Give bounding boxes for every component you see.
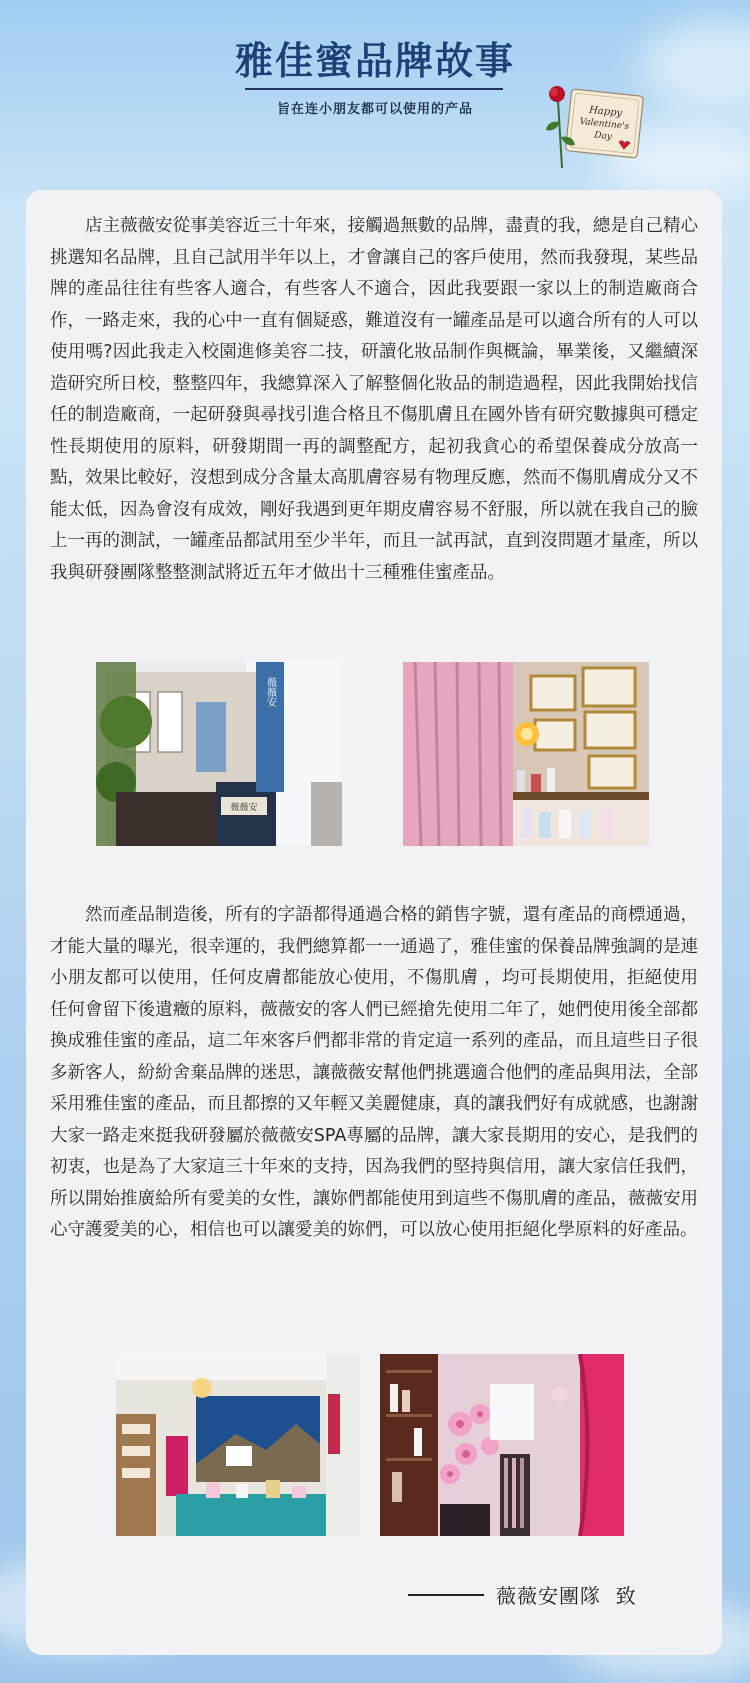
page-title: 雅佳蜜品牌故事 <box>234 38 515 83</box>
certificate-wall-photo <box>403 662 649 846</box>
banner-text: 薇薇安 <box>264 677 276 707</box>
signature: 薇薇安團隊 致 <box>496 1584 637 1608</box>
header <box>0 0 750 190</box>
card-text-2: Valentine's <box>579 116 630 133</box>
page-subtitle: 旨在连小朋友都可以使用的产品 <box>276 102 473 117</box>
rose-card-icon <box>540 82 650 172</box>
storefront-photo <box>96 662 342 846</box>
title-underline <box>245 88 503 90</box>
spa-interior-photo <box>116 1354 360 1536</box>
product-display-photo <box>380 1354 624 1536</box>
card-text-1: Happy <box>588 104 623 120</box>
story-paragraph-2: 然而產品制造後，所有的字語都得通過合格的銷售字號，還有產品的商標通過，才能大量的曝光，很幸運的，我們總算都一一通過了，雅佳蜜的保養品牌強調的是連小朋友都可以使用，任何皮膚都能放心使用，不傷肌膚 ，均可長期使用，拒絕使用任何會留下後遺癥的原料，薇薇安的客人們已經搶先使用二年了，她們使用後全部都換成雅佳蜜的產品，這二年來客戶們都非常的肯定這一系列的產品，而且這些日子很多新客人，紛紛舍棄品牌的迷思，讓薇薇安幫他們挑選適合他們的產品與用法，全部采用雅佳蜜的產品，而且都擦的又年輕又美麗健康，真的讓我們好有成就感，也謝謝大家一路走來挺我研發屬於薇薇安SPA專屬的品牌，讓大家長期用的安心，是我們的初衷，也是為了大家這三十年來的支持，因為我們的堅持與信用，讓大家信任我們，所以開始推廣給所有愛美的女性，讓妳們都能使用到這些不傷肌膚的產品，薇薇安用心守護愛美的心，相信也可以讓愛美的妳們，可以放心使用拒絕化學原料的好產品。 <box>50 905 698 1240</box>
shop-sign-text: 薇薇安 <box>230 803 258 813</box>
story-paragraph-1: 店主薇薇安從事美容近三十年來，接觸過無數的品牌，盡責的我，總是自己精心挑選知名品牌，且自己試用半年以上，才會讓自己的客戶使用，然而我發現，某些品牌的產品往往有些客人適合，有些客人不適合，因此我要跟一家以上的制造廠商合作，一路走來，我的心中一直有個疑惑，難道沒有一罐產品是可以適合所有的人可以使用嗎?因此我走入校園進修美容二技，研讀化妝品制作與概論，畢業後，又繼續深造研究所日校，整整四年，我總算深入了解整個化妝品的制造過程，因此我開始找信任的制造廠商，一起研發與尋找引進合格且不傷肌膚且在國外皆有研究數據與可穩定性長期使用的原料，研發期間一再的調整配方，起初我貪心的希望保養成分放高一點，效果比較好，沒想到成分含量太高肌膚容易有物理反應，然而不傷肌膚成分又不能太低，因為會沒有成效，剛好我遇到更年期皮膚容易不舒服，所以就在我自己的臉上一再的測試，一罐產品都試用至少半年，而且一試再試，直到沒問題才量產，所以我與研發團隊整整測試將近五年才做出十三種雅佳蜜產品。 <box>50 216 698 583</box>
card-text-3: Day <box>593 130 613 143</box>
signature-rule <box>408 1594 484 1596</box>
